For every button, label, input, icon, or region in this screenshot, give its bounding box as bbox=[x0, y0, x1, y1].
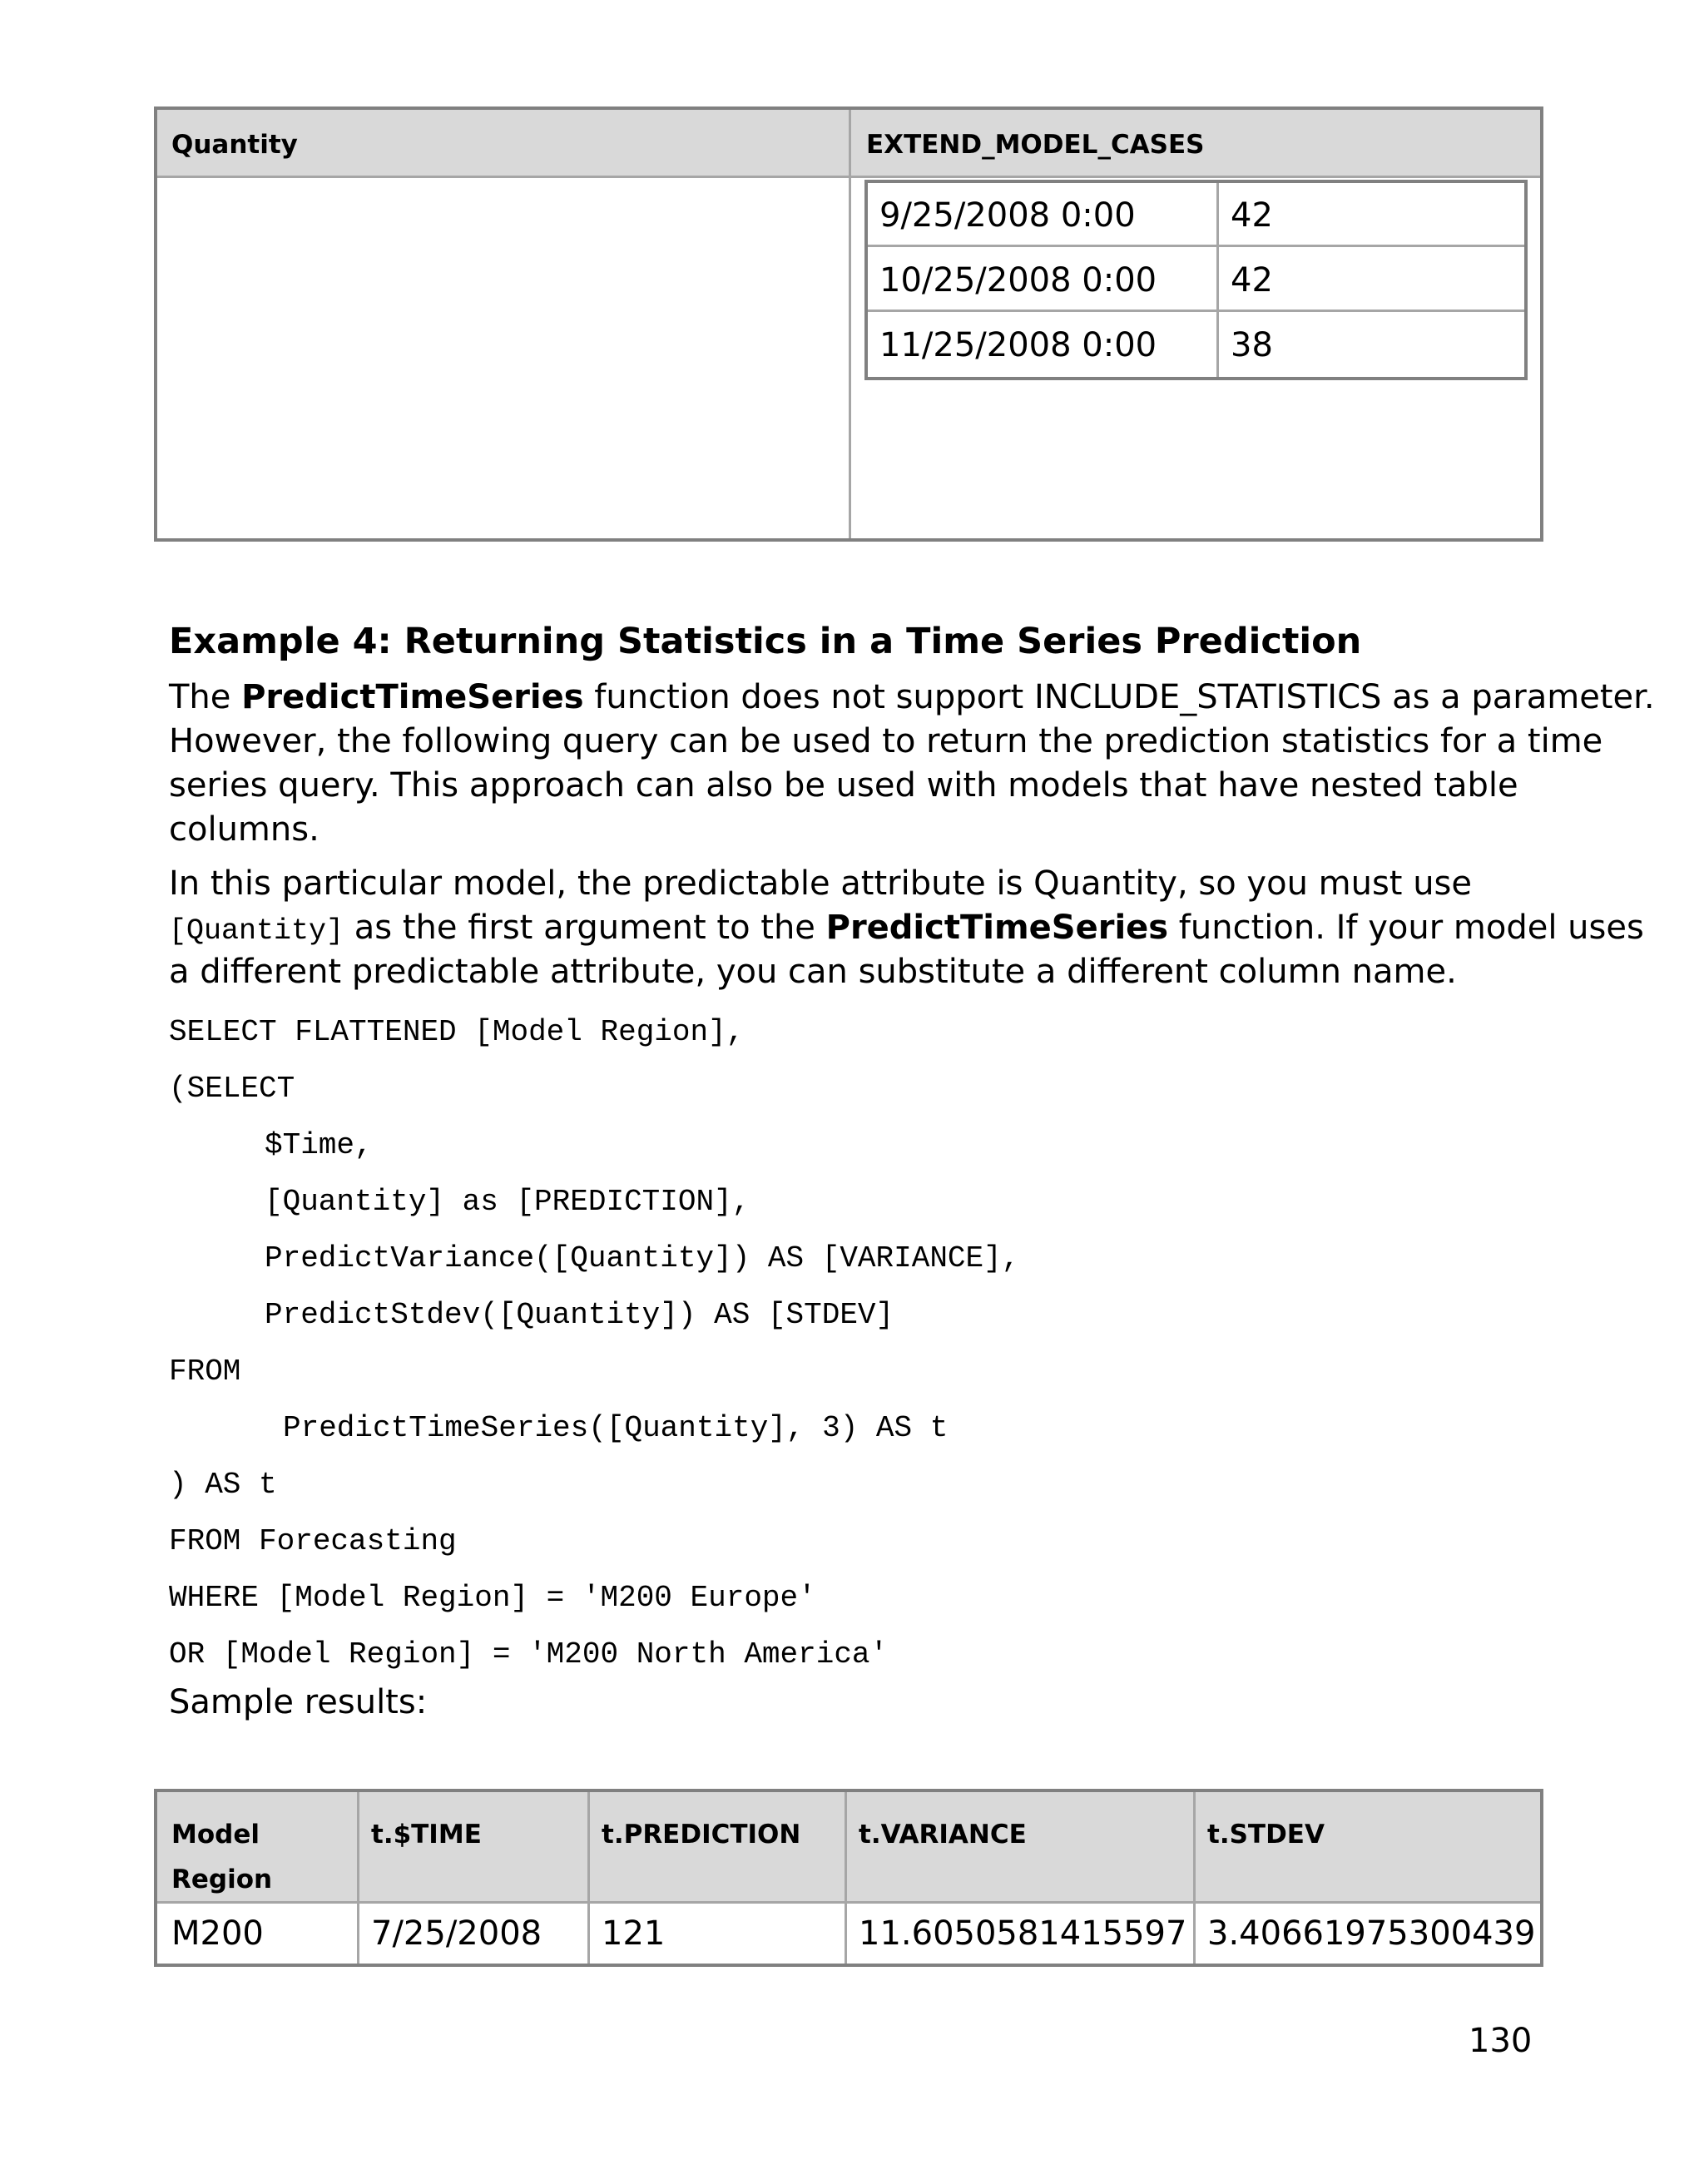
text-run: function does not support INCLUDE_STATISTICS as a parameter. bbox=[583, 678, 1655, 716]
nested-cell-date: 9/25/2008 0:00 bbox=[879, 196, 1136, 235]
column-divider bbox=[357, 1792, 359, 1964]
text-run: function. If your model uses bbox=[1168, 909, 1644, 947]
column-divider bbox=[1193, 1792, 1196, 1964]
table-cell: 121 bbox=[602, 1914, 666, 1953]
nested-table bbox=[864, 180, 1528, 380]
paragraph-line bbox=[169, 676, 1655, 720]
paragraph-line: However, the following query can be used to return the prediction statistics for a time bbox=[169, 722, 1603, 760]
table-row bbox=[868, 313, 1524, 377]
code-line: PredictTimeSeries([Quantity], 3) AS t bbox=[283, 1411, 949, 1445]
nested-cell-date: 11/25/2008 0:00 bbox=[879, 326, 1157, 364]
text-run: The bbox=[169, 678, 242, 716]
table-header-row bbox=[157, 1792, 1540, 1904]
table-row bbox=[868, 248, 1524, 312]
header-prediction: t.PREDICTION bbox=[602, 1820, 801, 1850]
code-line: $Time, bbox=[265, 1128, 373, 1162]
sample-results-label: Sample results: bbox=[169, 1683, 428, 1721]
nested-cell-value: 42 bbox=[1231, 261, 1273, 300]
paragraph-line: series query. This approach can also be used with models that have nested table bbox=[169, 766, 1518, 805]
table-cell: M200 bbox=[171, 1914, 264, 1953]
paragraph-line: columns. bbox=[169, 810, 320, 849]
table-row bbox=[868, 183, 1524, 247]
column-divider bbox=[849, 110, 851, 538]
header-model-region bbox=[171, 1812, 272, 1902]
table-cell: 11.6050581415597 bbox=[859, 1914, 1187, 1953]
section-heading: Example 4: Returning Statistics in a Time Series Prediction bbox=[169, 621, 1362, 662]
header-time: t.$TIME bbox=[371, 1820, 482, 1850]
column-divider bbox=[587, 1792, 590, 1964]
sample-results-table bbox=[154, 1789, 1543, 1967]
header-variance: t.VARIANCE bbox=[859, 1820, 1027, 1850]
table-cell: 7/25/2008 bbox=[371, 1914, 542, 1953]
code-line: (SELECT bbox=[169, 1072, 295, 1106]
code-line: FROM bbox=[169, 1354, 241, 1389]
code-line: WHERE [Model Region] = 'M200 Europe' bbox=[169, 1581, 816, 1615]
nested-cell-date: 10/25/2008 0:00 bbox=[879, 261, 1157, 300]
paragraph-line bbox=[169, 906, 1644, 953]
header-extend-model-cases: EXTEND_MODEL_CASES bbox=[866, 130, 1205, 160]
nested-cell-value: 42 bbox=[1231, 196, 1273, 235]
text-run: as the first argument to the bbox=[344, 909, 826, 947]
table-cell: 3.40661975300439 bbox=[1207, 1914, 1536, 1953]
code-line: PredictVariance([Quantity]) AS [VARIANCE], bbox=[265, 1241, 1020, 1275]
code-line: OR [Model Region] = 'M200 North America' bbox=[169, 1637, 889, 1671]
paragraph-line: In this particular model, the predictable attribute is Quantity, so you must use bbox=[169, 864, 1472, 903]
header-text: Region bbox=[171, 1865, 273, 1894]
header-stdev: t.STDEV bbox=[1207, 1820, 1325, 1850]
function-name: PredictTimeSeries bbox=[241, 678, 584, 716]
code-line: ) AS t bbox=[169, 1468, 277, 1502]
code-line: [Quantity] as [PREDICTION], bbox=[265, 1185, 750, 1219]
code-line: FROM Forecasting bbox=[169, 1524, 457, 1558]
code-line: PredictStdev([Quantity]) AS [STDEV] bbox=[265, 1298, 894, 1332]
column-divider bbox=[845, 1792, 847, 1964]
code-line: SELECT FLATTENED [Model Region], bbox=[169, 1015, 745, 1049]
inline-code: [Quantity] bbox=[169, 914, 344, 948]
page-number: 130 bbox=[1469, 2022, 1533, 2060]
header-quantity: Quantity bbox=[171, 130, 298, 160]
nested-cell-value: 38 bbox=[1231, 326, 1273, 364]
extend-model-cases-table bbox=[154, 106, 1543, 542]
function-name: PredictTimeSeries bbox=[825, 909, 1169, 947]
header-text: Model bbox=[171, 1820, 260, 1850]
paragraph-line: a different predictable attribute, you can substitute a different column name. bbox=[169, 953, 1457, 991]
